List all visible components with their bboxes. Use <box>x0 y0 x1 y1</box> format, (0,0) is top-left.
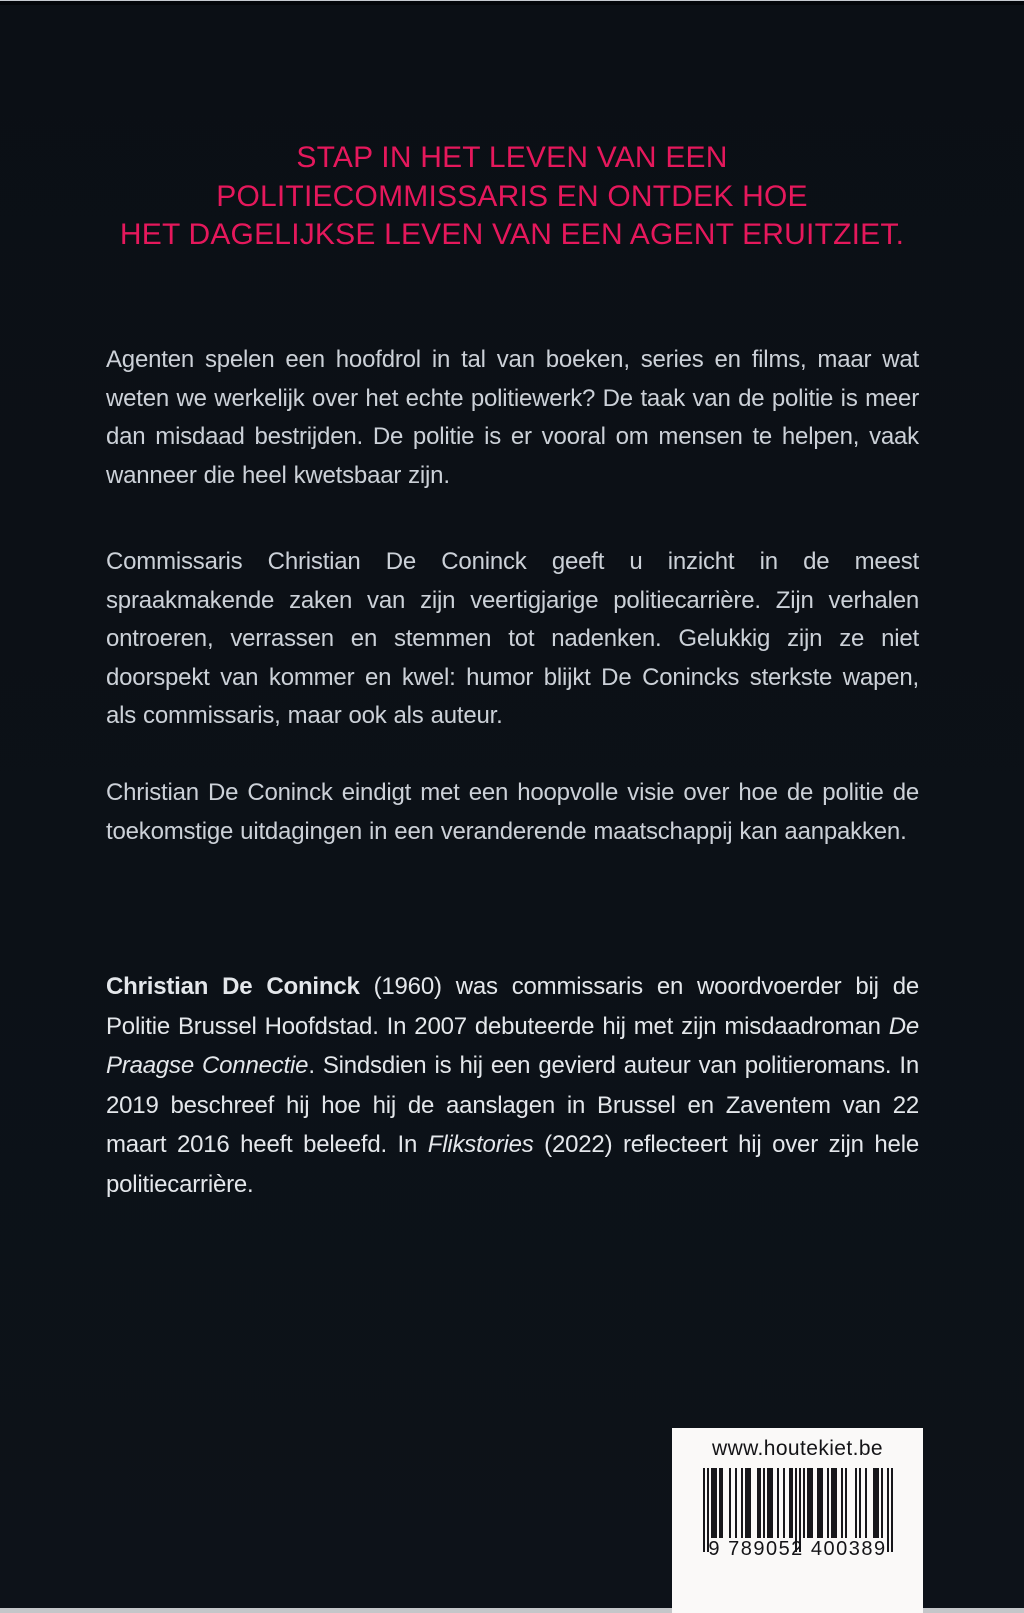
bio-segment: . Sindsdien is hij een gevierd auteur van politieromans. In 2019 beschreef hij hoe hij de aanslagen in Brussel en Zaventem van 22 maart 2016 heeft beleefd. In <box>106 1052 920 1158</box>
barcode-panel <box>672 1428 923 1613</box>
bio-segment: (2022) reflecteert hij over zijn hele politiecarrière. <box>106 1131 919 1198</box>
scan-edge-top <box>0 0 1024 5</box>
ean-barcode <box>703 1468 893 1538</box>
bio-segment: (1960) was commissaris en woordvoerder bij de Politie Brussel Hoofdstad. In 2007 debuteerde hij met zijn misdaadroman <box>106 973 919 1040</box>
blurb-paragraph-2: Commissaris Christian De Coninck geeft u inzicht in de meest spraakmakende zaken van zijn veertigjarige politiecarrière. Zijn verhalen ontroeren, verrassen en stemmen tot nadenken. Gelukkig zijn ze niet doorspekt van kommer en kwel: humor blijkt De Conincks sterkste wapen, als commissaris, maar ook als auteur. <box>106 548 919 729</box>
bio-segment: Christian De Coninck <box>106 973 360 1000</box>
tagline-line-2: POLITIECOMMISSARIS EN ONTDEK HOE <box>216 179 808 213</box>
blurb-paragraph-3: Christian De Coninck eindigt met een hoopvolle visie over hoe de politie de toekomstige uitdagingen in een veranderende maatschappij kan aanpakken. <box>106 779 919 845</box>
bio-segment: De Praagse Connectie <box>106 1012 919 1079</box>
blurb-paragraph-1: Agenten spelen een hoofdrol in tal van boeken, series en films, maar wat weten we werkelijk over het echte politiewerk? De taak van de politie is meer dan misdaad bestrijden. De politie is er vooral om mensen te helpen, vaak wanneer die heel kwetsbaar zijn. <box>106 346 919 489</box>
bio-segment: Flikstories <box>427 1131 534 1158</box>
tagline-line-1: STAP IN HET LEVEN VAN EEN <box>296 141 728 174</box>
tagline <box>0 139 1024 255</box>
publisher-url: www.houtekiet.be <box>712 1437 883 1460</box>
isbn-digits: 9 789052 400389 <box>708 1538 887 1560</box>
tagline-line-3: HET DAGELIJKSE LEVEN VAN EEN AGENT ERUITZIET. <box>119 218 905 251</box>
author-bio <box>106 967 919 1204</box>
